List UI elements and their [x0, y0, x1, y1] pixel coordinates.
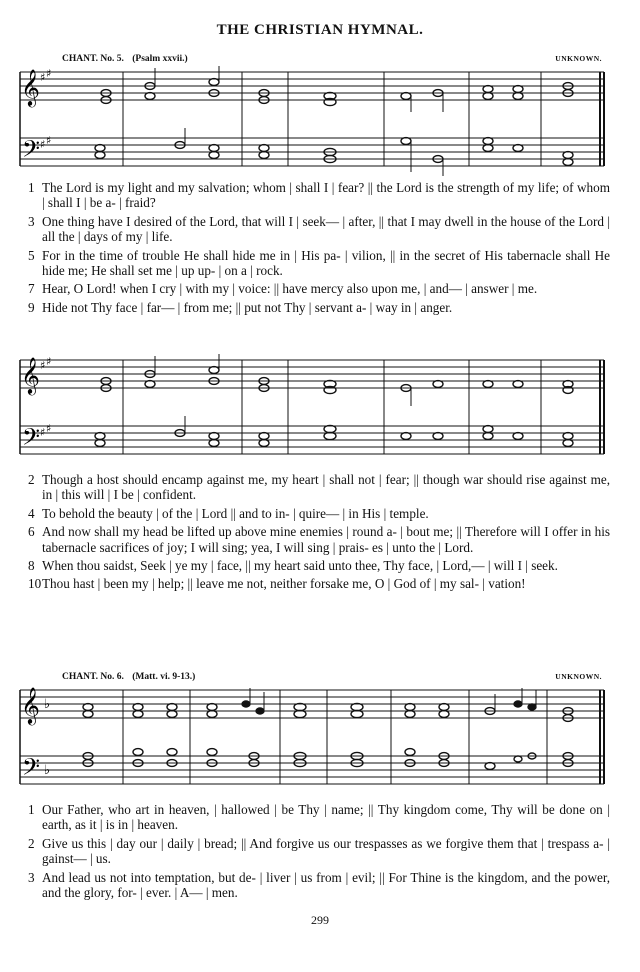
verse-item	[28, 472, 610, 503]
verse-item	[28, 802, 610, 833]
verse-number: 1	[28, 802, 35, 817]
verse-text: Give us this | day our | daily | bread; || And forgive us our trespasses as we forgive them that | trespass a- | gainst— | us.	[42, 835, 610, 867]
verse-item	[28, 248, 610, 279]
chant5-label: CHANT.	[62, 54, 98, 64]
page-number: 299	[311, 913, 329, 927]
chant5-reference: (Psalm xxvii.)	[132, 54, 188, 64]
music-system-chant6	[0, 682, 640, 798]
chant5-verses-a	[28, 180, 610, 318]
music-system-chant5-b	[0, 352, 640, 468]
svg-text:♯: ♯	[40, 359, 46, 372]
verse-number: 2	[28, 835, 35, 851]
page-header: THE CHRISTIAN HYMNAL.	[216, 22, 424, 38]
verse-text: For in the time of trouble He shall hide me in | His pa- | vilion, || in the secret of His tabernacle shall He hide me; He shall set me | up up- | on a | rock.	[42, 247, 610, 279]
svg-text:♯: ♯	[40, 426, 46, 439]
chant6-number: No. 6.	[100, 672, 124, 682]
verse-number: 5	[28, 247, 35, 263]
svg-text:♯: ♯	[46, 355, 52, 368]
verse-item	[28, 524, 610, 555]
verse-number: 9	[28, 299, 35, 315]
verse-number: 6	[28, 524, 35, 540]
verse-text: When thou saidst, Seek | ye my | face, || my heart said unto thee, Thy face, | Lord,— | will I | seek.	[42, 558, 558, 574]
treble-clef-icon: 𝄞	[21, 686, 40, 724]
verse-item	[28, 214, 610, 245]
verse-text: Thou hast | been my | help; || leave me not, neither forsake me, O | God of | my sal- | vation!	[42, 576, 526, 592]
verse-item	[28, 506, 610, 521]
verse-number: 3	[28, 213, 35, 229]
verse-number: 3	[28, 869, 35, 885]
verse-text: Hear, O Lord! when I cry | with my | voice: || have mercy also upon me, | and— | answer | me.	[42, 281, 538, 297]
svg-text:♯: ♯	[46, 134, 52, 147]
verse-number: 7	[28, 281, 35, 297]
verse-text: To behold the beauty | of the | Lord || and to in- | quire— | in His | temple.	[42, 505, 429, 521]
verse-item	[28, 281, 610, 296]
verse-number: 8	[28, 558, 35, 574]
verse-text: The Lord is my light and my salvation; whom | shall I | fear? || the Lord is the strength of my life; of whom | shall I | be a- | fraid?	[42, 180, 610, 211]
verse-item	[28, 558, 610, 573]
svg-text:♯: ♯	[46, 422, 52, 435]
music-system-chant5-a	[0, 64, 640, 180]
verse-text: And now shall my head be lifted up above mine enemies | round a- | bout me; || Therefore will I offer in his tabernacle sacrifices of joy; I will sing; yea, I will sing | prais- es | unto the | Lord.	[42, 524, 610, 555]
verse-item	[28, 300, 610, 315]
chant6-label: CHANT.	[62, 672, 98, 682]
verse-item	[28, 870, 610, 901]
verse-number: 4	[28, 505, 35, 521]
chant6-author: UNKNOWN.	[555, 672, 602, 681]
svg-text:♯: ♯	[40, 138, 46, 151]
verse-item	[28, 836, 610, 867]
chant5-heading	[62, 54, 602, 64]
verse-text: Though a host should encamp against me, my heart | shall not | fear; || though war should rise against me, in | this will | I be | confident.	[42, 472, 610, 503]
treble-clef-icon: 𝄞	[21, 68, 40, 106]
verse-number: 10	[28, 576, 42, 592]
bass-clef-icon: 𝄢	[22, 135, 41, 168]
chant5-number: No. 5.	[100, 54, 124, 64]
bass-clef-icon: 𝄢	[22, 423, 41, 456]
svg-text:♭: ♭	[44, 763, 51, 778]
verse-number: 2	[28, 472, 35, 487]
verse-text: Our Father, who art in heaven, | hallowed | be Thy | name; || Thy kingdom come, Thy will be done on | earth, as it | is in | heaven.	[42, 802, 610, 833]
chant5-author: UNKNOWN.	[555, 54, 602, 63]
verse-number: 1	[28, 180, 35, 195]
verse-text: Hide not Thy face | far— | from me; || put not Thy | servant a- | way in | anger.	[42, 299, 453, 315]
chant6-heading	[62, 672, 602, 682]
verse-item	[28, 180, 610, 211]
svg-text:♯: ♯	[40, 71, 46, 84]
verse-text: One thing have I desired of the Lord, that will I | seek— | after, || that I may dwell in the house of the Lord | all the | days of my | life.	[42, 213, 610, 245]
verse-text: And lead us not into temptation, but de- | liver | us from | evil; || For Thine is the kingdom, and the power, and the glory, for- | ever. | A— | men.	[42, 869, 610, 901]
bass-clef-icon: 𝄢	[22, 753, 41, 786]
treble-clef-icon: 𝄞	[21, 356, 40, 394]
verse-item	[28, 576, 610, 591]
svg-text:♭: ♭	[44, 697, 51, 712]
svg-text:♯: ♯	[46, 67, 52, 80]
chant6-reference: (Matt. vi. 9-13.)	[132, 672, 196, 682]
chant5-verses-b	[28, 472, 610, 595]
chant6-verses	[28, 802, 610, 903]
